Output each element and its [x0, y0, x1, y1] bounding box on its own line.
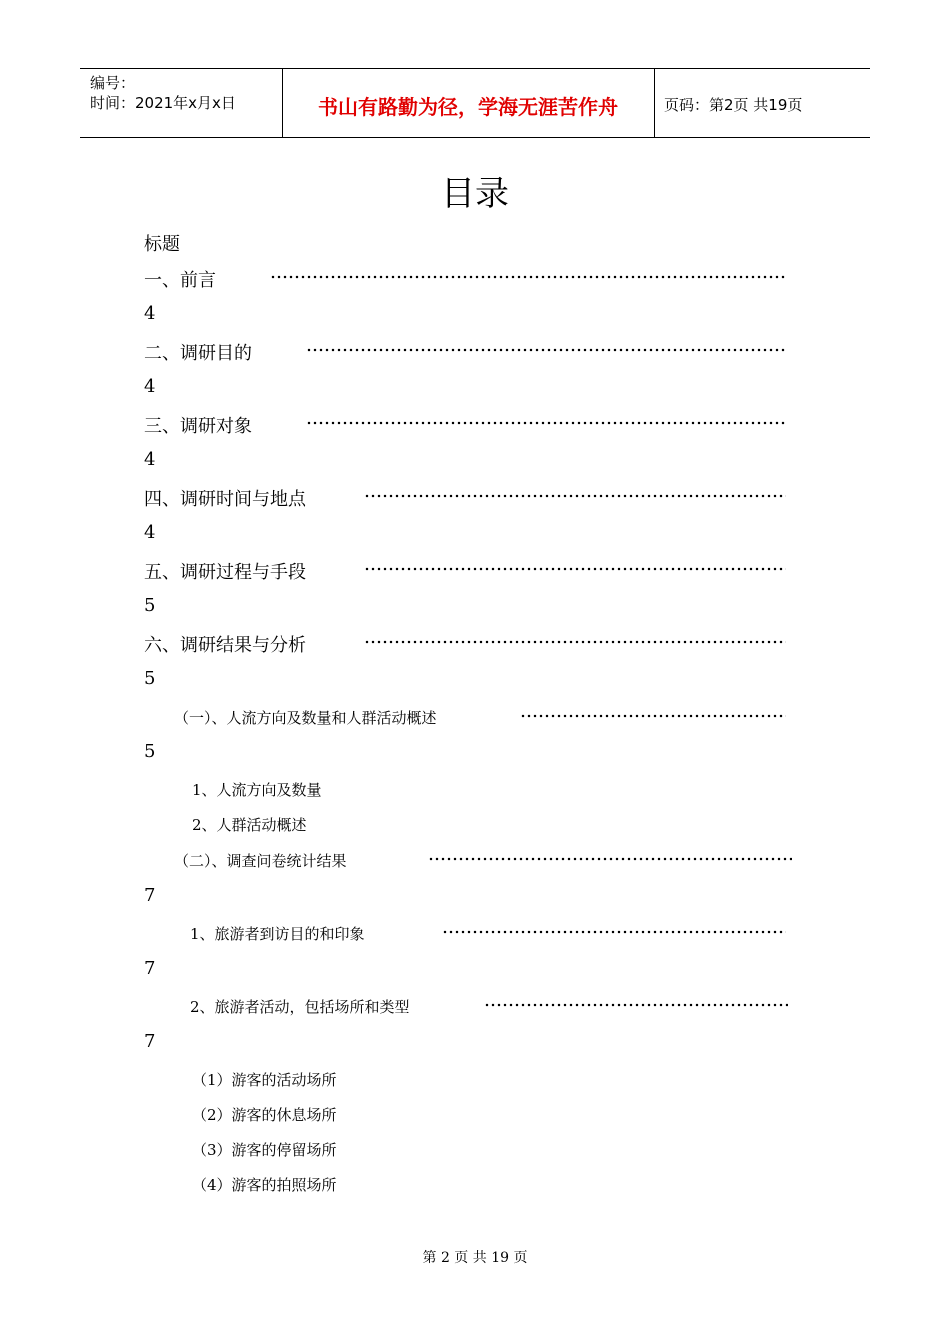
toc-entry: （1）游客的活动场所: [192, 1071, 337, 1089]
toc-entry: 二、调研目的: [144, 343, 252, 364]
toc-leader: [520, 714, 786, 718]
toc-leader: [442, 930, 786, 934]
header-divider: [654, 69, 655, 137]
toc-leader: [270, 275, 786, 279]
header-motto: 书山有路勤为径，学海无涯苦作舟: [318, 95, 618, 119]
toc-leader: [364, 640, 786, 644]
toc-leader: [364, 494, 786, 498]
toc-page-number: 4: [144, 449, 156, 470]
toc-page-number: 5: [144, 668, 156, 689]
toc-page-number: 5: [144, 741, 156, 762]
toc-entry: 1、旅游者到访目的和印象: [190, 925, 365, 943]
toc-entry: 1、人流方向及数量: [192, 781, 322, 799]
toc-leader: [306, 348, 786, 352]
toc-leader: [484, 1003, 788, 1007]
toc-entry: （4）游客的拍照场所: [192, 1176, 337, 1194]
toc-heading: 标题: [144, 234, 180, 255]
page-header: [80, 68, 870, 138]
document-number: 编号：: [90, 74, 136, 92]
toc-entry: （二）、调查问卷统计结果: [174, 852, 347, 870]
toc-entry: 三、调研对象: [144, 416, 252, 437]
toc-page-number: 4: [144, 522, 156, 543]
toc-entry: 一、前言: [144, 270, 216, 291]
toc-entry: 六、调研结果与分析: [144, 635, 306, 656]
page-title: 目录: [441, 174, 509, 214]
toc-entry: 四、调研时间与地点: [144, 489, 306, 510]
toc-entry: 2、旅游者活动，包括场所和类型: [190, 998, 410, 1016]
toc-entry: 2、人群活动概述: [192, 816, 307, 834]
toc-page-number: 7: [144, 958, 156, 979]
toc-entry: （一）、人流方向及数量和人群活动概述: [174, 709, 437, 727]
toc-page-number: 4: [144, 376, 156, 397]
toc-page-number: 5: [144, 595, 156, 616]
toc-page-number: 7: [144, 885, 156, 906]
toc-leader: [428, 857, 792, 861]
toc-entry: （3）游客的停留场所: [192, 1141, 337, 1159]
toc-leader: [364, 567, 786, 571]
document-date: 时间：2021年x月x日: [90, 94, 236, 112]
toc-entry: 五、调研过程与手段: [144, 562, 306, 583]
page-footer: 第 2 页 共 19 页: [422, 1250, 528, 1266]
toc-page-number: 7: [144, 1031, 156, 1052]
header-page-info: 页码：第2页 共19页: [664, 96, 803, 114]
toc-leader: [306, 421, 786, 425]
toc-page-number: 4: [144, 303, 156, 324]
toc-entry: （2）游客的休息场所: [192, 1106, 337, 1124]
header-meta: [90, 73, 236, 113]
